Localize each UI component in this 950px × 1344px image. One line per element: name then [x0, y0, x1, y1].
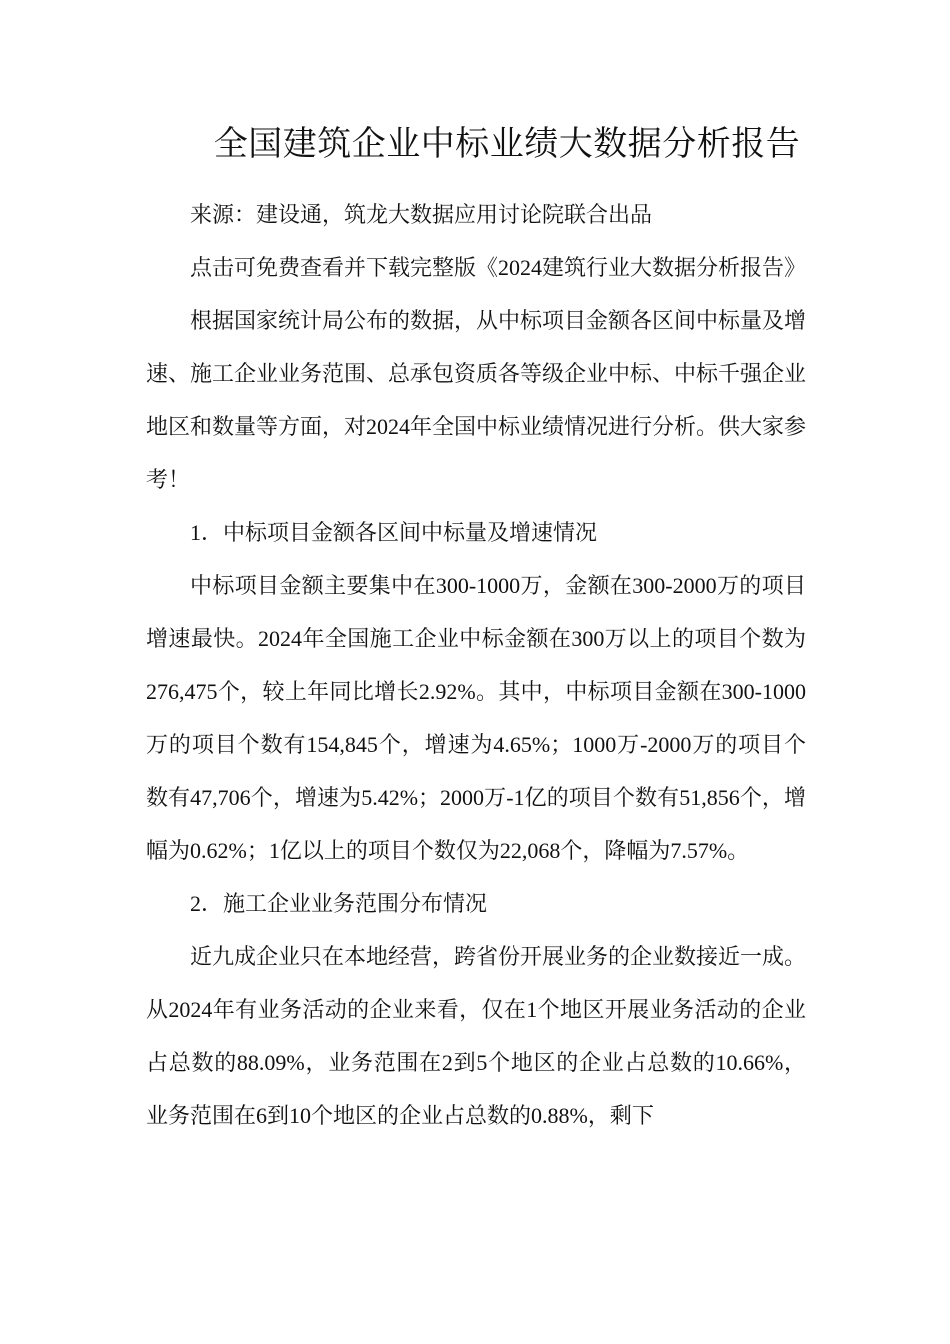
intro-paragraph: 根据国家统计局公布的数据，从中标项目金额各区间中标量及增速、施工企业业务范围、总承包资质各等级企业中标、中标千强企业地区和数量等方面，对2024年全国中标业绩情况进行分析。供大家参考！ [146, 308, 807, 492]
document-title: 全国建筑企业中标业绩大数据分析报告 [213, 126, 801, 163]
document-body [146, 188, 806, 1142]
section-1-paragraph: 中标项目金额主要集中在300-1000万，金额在300-2000万的项目增速最快。2024年全国施工企业中标金额在300万以上的项目个数为276,475个，较上年同比增长2.92%。其中，中标项目金额在300-1000万的项目个数有154,845个，增速为4.65%；1000万-2000万的项目个数有47,706个，增速为5.42%；2000万-1亿的项目个数有51,856个，增幅为0.62%；1亿以上的项目个数仅为22,068个，降幅为7.57%。 [146, 573, 806, 863]
download-link-paragraph[interactable]: 点击可免费查看并下载完整版《2024建筑行业大数据分析报告》 [190, 255, 807, 280]
section-2-heading: 2．施工企业业务范围分布情况 [190, 891, 488, 916]
section-2-paragraph: 近九成企业只在本地经营，跨省份开展业务的企业数接近一成。从2024年有业务活动的企业来看，仅在1个地区开展业务活动的企业占总数的88.09%，业务范围在2到5个地区的企业占总数的10.66%，业务范围在6到10个地区的企业占总数的0.88%，剩下 [146, 944, 807, 1128]
source-paragraph: 来源：建设通，筑龙大数据应用讨论院联合出品 [190, 202, 653, 227]
section-1-heading: 1．中标项目金额各区间中标量及增速情况 [190, 520, 598, 545]
